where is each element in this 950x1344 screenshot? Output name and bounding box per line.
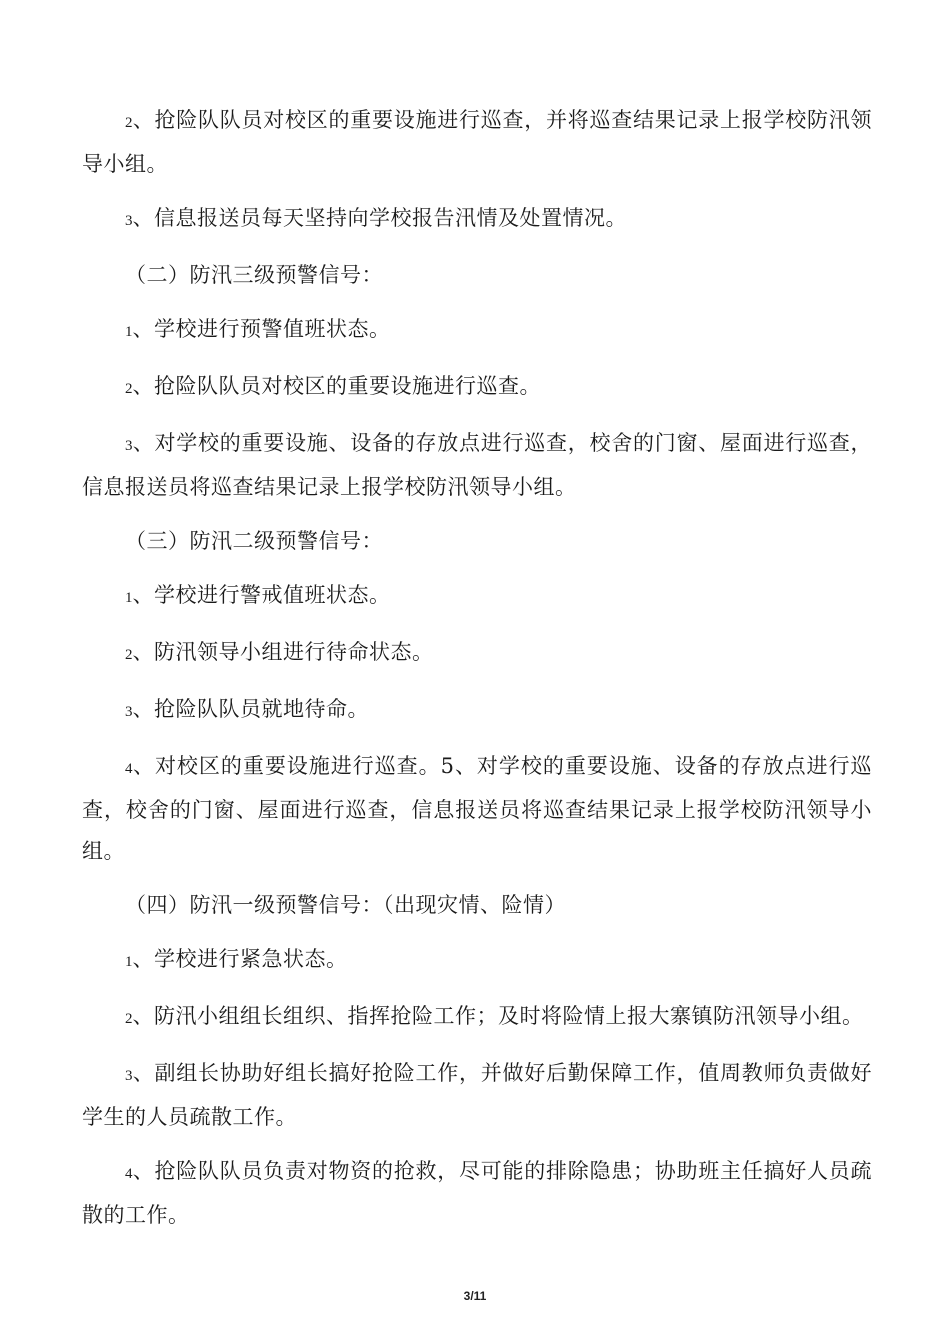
item-number: 2	[125, 115, 133, 131]
item-number: 3	[125, 1068, 133, 1084]
paragraph-text: 、抢险队队员对校区的重要设施进行巡查。	[132, 374, 541, 398]
paragraph	[82, 423, 872, 508]
item-number: 3	[125, 438, 133, 454]
section-heading	[82, 885, 872, 926]
paragraph-text: 、抢险队队员对校区的重要设施进行巡查，并将巡查结果记录上报学校防汛领导小组。	[82, 108, 872, 176]
paragraph	[82, 198, 872, 242]
paragraph	[82, 996, 872, 1040]
item-number: 2	[125, 381, 133, 397]
paragraph-text: 、抢险队队员就地待命。	[132, 697, 369, 721]
paragraph	[82, 309, 872, 353]
paragraph	[82, 1053, 872, 1138]
item-number: 2	[125, 647, 133, 663]
paragraph	[82, 689, 872, 733]
item-number: 4	[125, 1166, 133, 1182]
paragraph-text: 、对学校的重要设施、设备的存放点进行巡查，校舍的门窗、屋面进行巡查，信息报送员将巡查结果记录上报学校防汛领导小组。	[82, 431, 872, 499]
item-number: 3	[125, 704, 133, 720]
item-number: 3	[125, 213, 133, 229]
paragraph	[82, 939, 872, 983]
paragraph-text: 、对校区的重要设施进行巡查。5、对学校的重要设施、设备的存放点进行巡查，校舍的门窗、屋面进行巡查，信息报送员将巡查结果记录上报学校防汛领导小组。	[82, 754, 872, 863]
item-number: 2	[125, 1011, 133, 1027]
paragraph-text: 、学校进行紧急状态。	[132, 947, 348, 971]
item-number: 1	[125, 590, 133, 606]
item-number: 4	[125, 761, 133, 777]
section-heading	[82, 521, 872, 562]
paragraph-text: 、防汛领导小组进行待命状态。	[132, 640, 434, 664]
page-indicator: 3/11	[463, 1289, 487, 1303]
paragraph	[82, 100, 872, 185]
paragraph-text: 、学校进行警戒值班状态。	[132, 583, 391, 607]
item-number: 1	[125, 324, 133, 340]
paragraph	[82, 575, 872, 619]
paragraph-text: 、抢险队队员负责对物资的抢救，尽可能的排除隐患；协助班主任搞好人员疏散的工作。	[82, 1159, 872, 1227]
document-page	[82, 100, 872, 1236]
paragraph-text: 、学校进行预警值班状态。	[132, 317, 391, 341]
paragraph	[82, 1151, 872, 1236]
paragraph	[82, 632, 872, 676]
section-heading	[82, 255, 872, 296]
item-number: 1	[125, 954, 133, 970]
paragraph-text: （二）防汛三级预警信号：	[125, 263, 383, 287]
paragraph-text: 、副组长协助好组长搞好抢险工作，并做好后勤保障工作，值周教师负责做好学生的人员疏散工作。	[82, 1061, 872, 1129]
paragraph-text: 、防汛小组组长组织、指挥抢险工作；及时将险情上报大寨镇防汛领导小组。	[132, 1004, 864, 1028]
paragraph	[82, 746, 872, 872]
paragraph-text: 、信息报送员每天坚持向学校报告汛情及处置情况。	[132, 206, 627, 230]
paragraph-text: （四）防汛一级预警信号：（出现灾情、险情）	[125, 893, 566, 917]
paragraph-text: （三）防汛二级预警信号：	[125, 529, 383, 553]
paragraph	[82, 366, 872, 410]
